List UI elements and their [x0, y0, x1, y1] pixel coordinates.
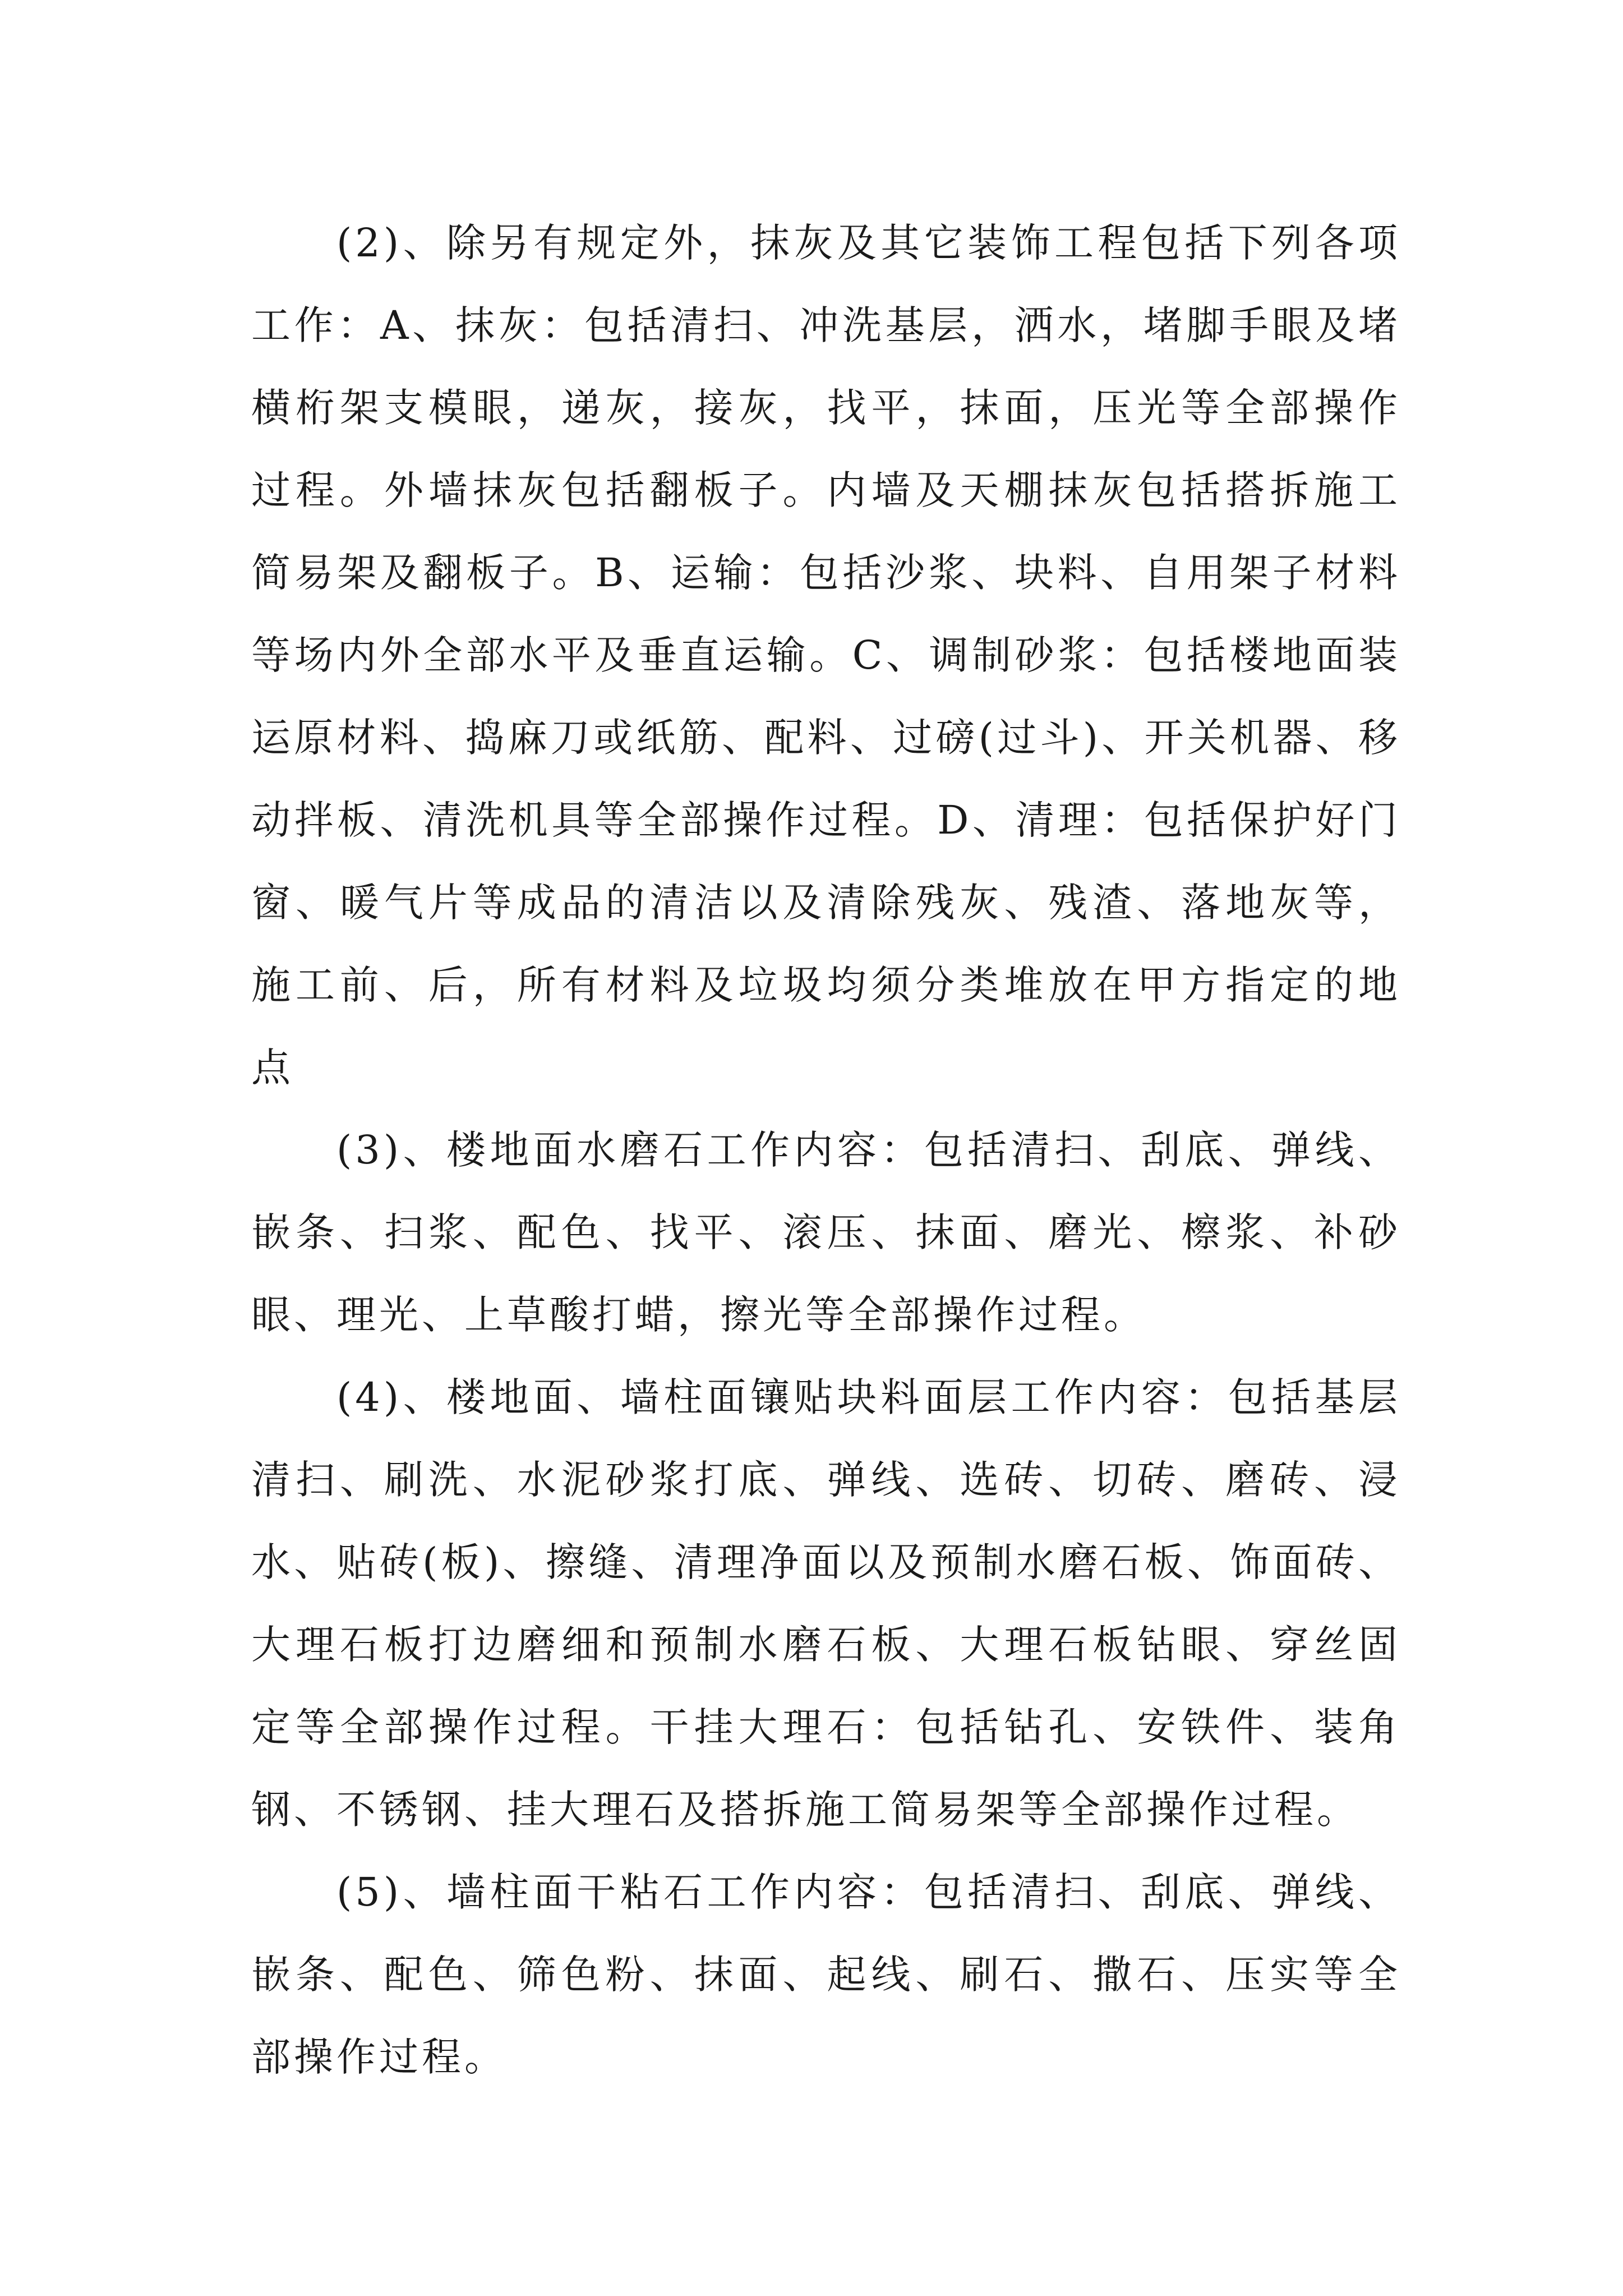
- document-body: [251, 202, 1401, 2099]
- paragraph-2: (2)、除另有规定外，抹灰及其它装饰工程包括下列各项工作：A、抹灰：包括清扫、冲洗基层，洒水，堵脚手眼及堵横桁架支模眼，递灰，接灰，找平，抹面，压光等全部操作过程。外墙抹灰包括翻板子。内墙及天棚抹灰包括搭拆施工简易架及翻板子。B、运输：包括沙浆、块料、自用架子材料等场内外全部水平及垂直运输。C、调制砂浆：包括楼地面装运原材料、捣麻刀或纸筋、配料、过磅(过斗)、开关机器、移动拌板、清洗机具等全部操作过程。D、清理：包括保护好门窗、暖气片等成品的清洁以及清除残灰、残渣、落地灰等，施工前、后，所有材料及垃圾均须分类堆放在甲方指定的地点: [251, 220, 1401, 1091]
- paragraph-5: (5)、墙柱面干粘石工作内容：包括清扫、刮底、弹线、嵌条、配色、筛色粉、抹面、起线、刷石、撒石、压实等全部操作过程。: [251, 1869, 1401, 2080]
- paragraph-4: (4)、楼地面、墙柱面镶贴块料面层工作内容：包括基层清扫、刷洗、水泥砂浆打底、弹线、选砖、切砖、磨砖、浸水、贴砖(板)、擦缝、清理净面以及预制水磨石板、饰面砖、大理石板打边磨细和预制水磨石板、大理石板钻眼、穿丝固定等全部操作过程。干挂大理石：包括钻孔、安铁件、装角钢、不锈钢、挂大理石及搭拆施工简易架等全部操作过程。: [251, 1374, 1401, 1833]
- paragraph-3: (3)、楼地面水磨石工作内容：包括清扫、刮底、弹线、嵌条、扫浆、配色、找平、滚压、抹面、磨光、檫浆、补砂眼、理光、上草酸打蜡，擦光等全部操作过程。: [251, 1127, 1401, 1338]
